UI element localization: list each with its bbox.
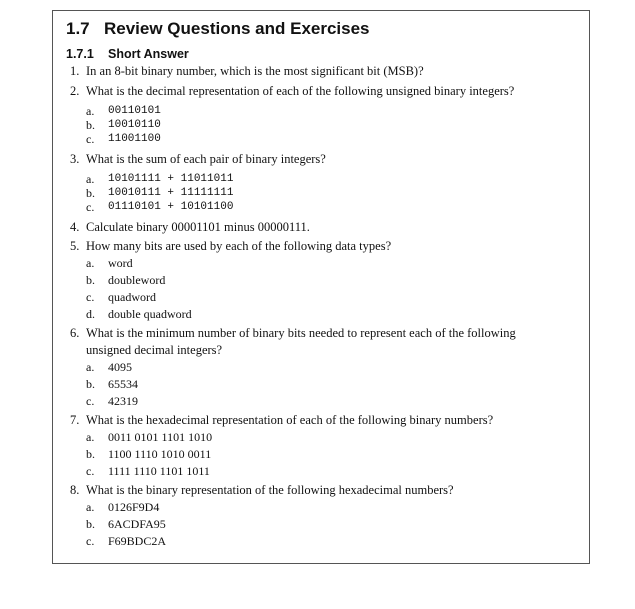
question-number: 5. [70,239,80,253]
question-7 [66,412,566,429]
list-item: a. 00110101 [86,104,161,118]
question-text: What is the binary representation of the following hexadecimal numbers? [86,483,454,497]
list-item: b. 65534 [86,377,138,391]
question-number: 3. [70,152,80,166]
answer-list [86,104,566,146]
question-6 [66,325,566,359]
subsection-title: Short Answer [108,47,189,61]
list-item: c. 11001100 [86,132,161,146]
list-item: c. 42319 [86,394,138,408]
question-number: 2. [70,84,80,98]
list-item: a. 0011 0101 1101 1010 [86,430,213,444]
list-item: a. 4095 [86,360,132,374]
list-item: b. doubleword [86,273,166,287]
question-text: What is the hexadecimal representation of each of the following binary numbers? [86,413,494,427]
section-number: 1.7 [66,19,90,38]
question-1 [66,63,566,80]
page-content [66,16,566,550]
list-item: c. quadword [86,290,156,304]
question-text: What is the decimal representation of each of the following unsigned binary integers? [86,84,515,98]
question-text: What is the minimum number of binary bits needed to represent each of the following [86,326,516,340]
question-text: How many bits are used by each of the following data types? [86,239,392,253]
question-text: What is the sum of each pair of binary integers? [86,152,326,166]
answer-list [86,255,566,323]
question-4 [66,219,566,236]
question-text: In an 8-bit binary number, which is the most significant bit (MSB)? [86,64,424,78]
list-item: a. word [86,256,133,270]
answer-list [86,359,566,410]
list-item: c. 01110101 + 10101100 [86,200,234,214]
list-item: a. 10101111 + 11011011 [86,172,234,186]
list-item: b. 6ACDFA95 [86,517,166,531]
question-text-continued: unsigned decimal integers? [86,343,223,357]
list-item: a. 0126F9D4 [86,500,160,514]
question-number: 4. [70,220,80,234]
list-item: c. F69BDC2A [86,534,167,548]
answer-list [86,429,566,480]
question-3 [66,151,566,168]
list-item: d. double quadword [86,307,192,321]
question-5 [66,238,566,255]
subsection-number: 1.7.1 [66,47,94,61]
answer-list [86,172,566,214]
question-number: 7. [70,413,80,427]
question-2 [66,83,566,100]
question-number: 1. [70,64,80,78]
section-heading [66,16,566,42]
list-item: c. 1111 1110 1101 1011 [86,464,210,478]
list-item: b. 10010111 + 11111111 [86,186,234,200]
question-text: Calculate binary 00001101 minus 00000111. [86,220,310,234]
question-number: 6. [70,326,80,340]
list-item: b. 10010110 [86,118,161,132]
list-item: b. 1100 1110 1010 0011 [86,447,212,461]
answer-list [86,499,566,550]
subsection-heading [66,45,566,63]
question-8 [66,482,566,499]
section-title: Review Questions and Exercises [104,19,370,38]
question-number: 8. [70,483,80,497]
